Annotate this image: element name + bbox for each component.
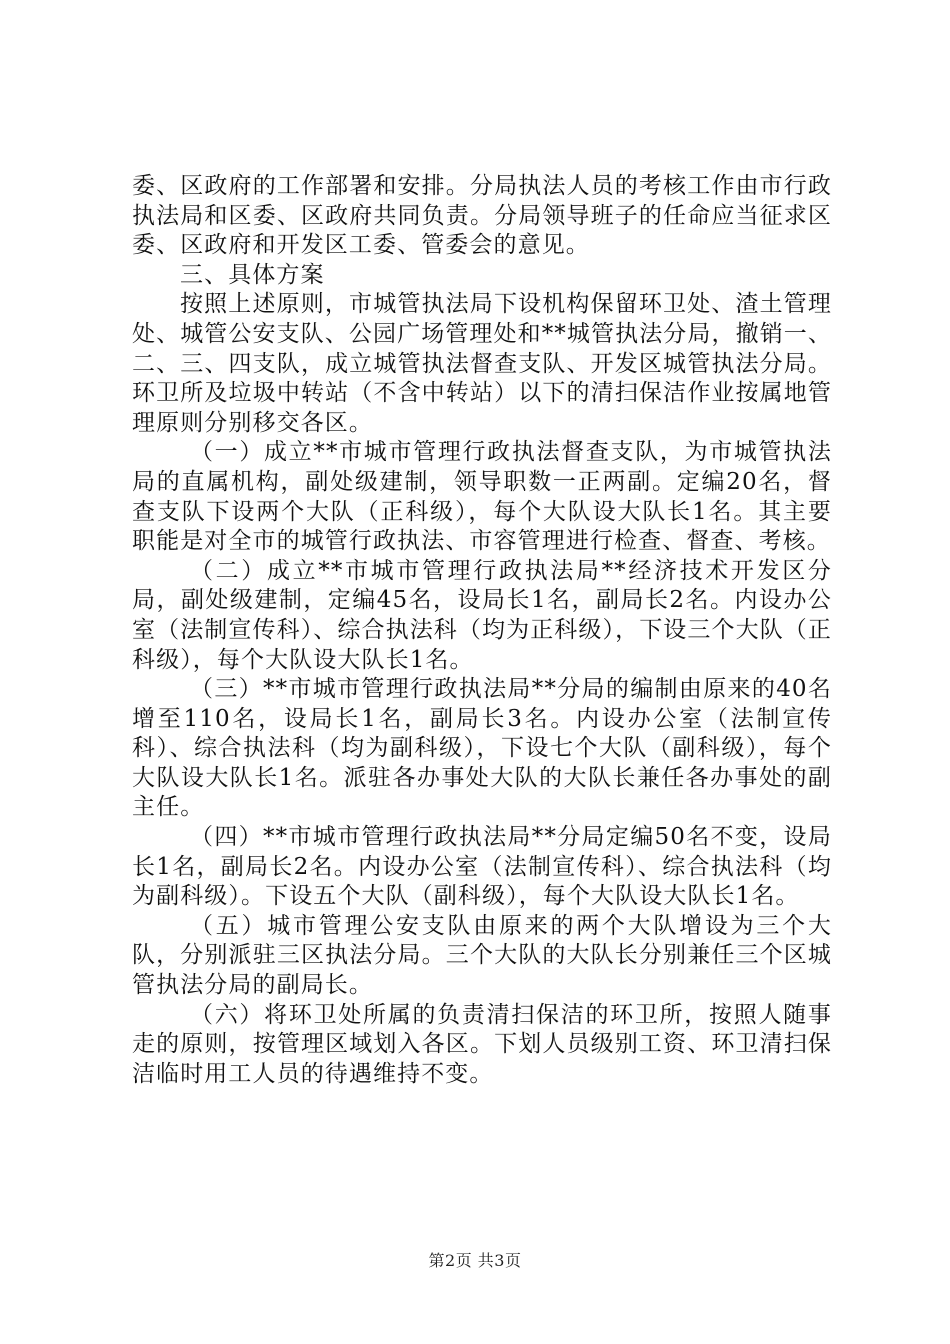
section-heading: 三、具体方案 (180, 261, 325, 288)
paragraph-item-4: （四）**市城市管理行政执法局**分局定编50名不变，设局长1名，副局长2名。内设办公室（法制宣传科）、综合执法科（均为副科级）。下设五个大队（副科级），每个大队设大队长1名。 (132, 824, 832, 910)
page-footer: 第2页 共3页 (428, 1251, 522, 1270)
paragraph-item-1: （一）成立**市城市管理行政执法督查支队，为市城管执法局的直属机构，副处级建制，领导职数一正两副。定编20名，督查支队下设两个大队（正科级），每个大队设大队长1名。其主要职能是对全市的城管行政执法、市容管理进行检查、督查、考核。 (132, 439, 832, 555)
paragraph-item-5: （五）城市管理公安支队由原来的两个大队增设为三个大队，分别派驻三区执法分局。三个大队的大队长分别兼任三个区城管执法分局的副局长。 (132, 912, 832, 999)
paragraph-item-2: （二）成立**市城市管理行政执法局**经济技术开发区分局，副处级建制，定编45名，设局长1名，副局长2名。内设办公室（法制宣传科）、综合执法科（均为正科级），下设三个大队（正科级），每个大队设大队长1名。 (132, 557, 832, 673)
paragraph-item-6: （六）将环卫处所属的负责清扫保洁的环卫所，按照人随事走的原则，按管理区域划入各区。下划人员级别工资、环卫清扫保洁临时用工人员的待遇维持不变。 (132, 1001, 832, 1087)
paragraph-continuation: 委、区政府的工作部署和安排。分局执法人员的考核工作由市行政执法局和区委、区政府共同负责。分局领导班子的任命应当征求区委、区政府和开发区工委、管委会的意见。 (132, 173, 832, 259)
paragraph-item-3: （三）**市城市管理行政执法局**分局的编制由原来的40名增至110名，设局长1名，副局长3名。内设办公室（法制宣传科）、综合执法科（均为副科级），下设七个大队（副科级），每个大队设大队长1名。派驻各办事处大队的大队长兼任各办事处的副主任。 (132, 676, 832, 821)
document-body (132, 172, 832, 1089)
paragraph-principles: 按照上述原则，市城管执法局下设机构保留环卫处、渣土管理处、城管公安支队、公园广场管理处和**城管执法分局，撤销一、二、三、四支队，成立城管执法督查支队、开发区城管执法分局。环卫所及垃圾中转站（不含中转站）以下的清扫保洁作业按属地管理原则分别移交各区。 (132, 291, 832, 436)
